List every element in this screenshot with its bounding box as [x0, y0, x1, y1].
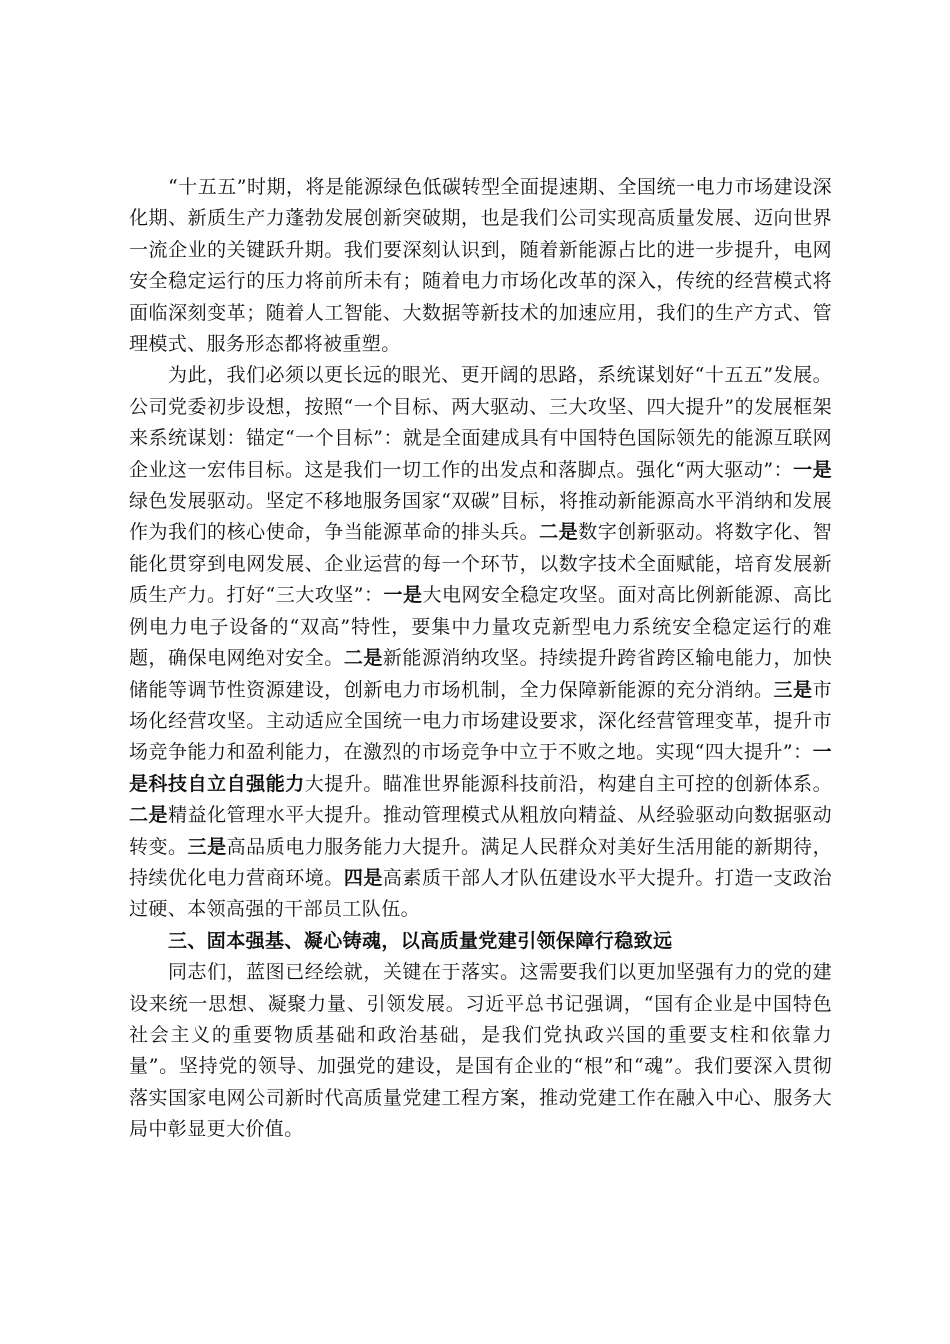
- text-run: 数字创新驱动。将数字化、智能化贯穿到电网发展、企业运营的每一个环节，以数字技术全面赋能，培育发展新质生产力。打好“三大攻坚”：: [129, 521, 832, 607]
- text-run: 大电网安全稳定攻坚。面对高比例新能源、高比例电力电子设备的“双高”特性，要集中力量攻克新型电力系统安全稳定运行的难题，确保电网绝对安全。: [129, 584, 833, 670]
- bold-marker: 二是: [539, 521, 579, 544]
- bold-marker: 二是: [343, 647, 383, 670]
- section-heading-party-building: 三、固本强基、凝心铸魂，以高质量党建引领保障行稳致远: [168, 929, 673, 952]
- bold-marker: 二是: [129, 804, 169, 827]
- bold-marker: 一是: [793, 458, 832, 481]
- document-page: [129, 172, 832, 1146]
- text-run: 高素质干部人才队伍建设水平大提升。打造一支政治过硬、本领高强的干部员工队伍。: [129, 866, 832, 921]
- bold-marker: 一是科技自立自强能力: [129, 741, 832, 795]
- bold-marker: 四是: [343, 866, 383, 889]
- text-run: 市场化经营攻坚。主动适应全国统一电力市场建设要求，深化经营管理变革，提升市场竞争能力和盈利能力，在激烈的市场竞争中立于不败之地。实现“四大提升”：: [129, 678, 832, 764]
- text-run: 新能源消纳攻坚。持续提升跨省跨区输电能力，加快储能等调节性资源建设，创新电力市场机制，全力保障新能源的充分消纳。: [129, 647, 832, 701]
- text-run: 大提升。瞄准世界能源科技前沿，构建自主可控的创新体系。: [304, 772, 832, 795]
- text-run: 精益化管理水平大提升。推动管理模式从粗放向精益、从经验驱动向数据驱动转变。: [129, 804, 832, 858]
- paragraph-15th-five-year-period: “十五五”时期，将是能源绿色低碳转型全面提速期、全国统一电力市场建设深化期、新质生产力蓬勃发展创新突破期，也是我们公司实现高质量发展、迈向世界一流企业的关键跃升期。我们要深刻认识到，随着新能源占比的进一步提升，电网安全稳定运行的压力将前所未有；随着电力市场化改革的深入，传统的经营模式将面临深刻变革；随着人工智能、大数据等新技术的加速应用，我们的生产方式、管理模式、服务形态都将被重塑。: [129, 176, 832, 356]
- paragraph-party-building: 同志们，蓝图已经绘就，关键在于落实。这需要我们以更加坚强有力的党的建设来统一思想、凝聚力量、引领发展。习近平总书记强调，“国有企业是中国特色社会主义的重要物质基础和政治基础，是我们党执政兴国的重要支柱和依靠力量”。坚持党的领导、加强党的建设，是国有企业的“根”和“魂”。我们要深入贯彻落实国家电网公司新时代高质量党建工程方案，推动党建工作在融入中心、服务大局中彰显更大价值。: [129, 961, 832, 1141]
- bold-marker: 三是: [187, 835, 227, 858]
- text-run: 绿色发展驱动。坚定不移地服务国家“双碳”目标，将推动新能源高水平消纳和发展作为我们的核心使命，争当能源革命的排头兵。: [129, 490, 832, 544]
- text-run: 为此，我们必须以更长远的眼光、更开阔的思路，系统谋划好“十五五”发展。公司党委初步设想，按照“一个目标、两大驱动、三大攻坚、四大提升”的发展框架来系统谋划：锚定“一个目标”：就是全面建成具有中国特色国际领先的能源互联网企业这一宏伟目标。这是我们一切工作的出发点和落脚点。强化“两大驱动”：: [129, 364, 832, 481]
- paragraph-development-framework: [129, 360, 832, 925]
- bold-marker: 三是: [773, 678, 813, 701]
- text-run: 高品质电力服务能力大提升。满足人民群众对美好生活用能的新期待，持续优化电力营商环境。: [129, 835, 832, 889]
- bold-marker: 一是: [383, 584, 423, 607]
